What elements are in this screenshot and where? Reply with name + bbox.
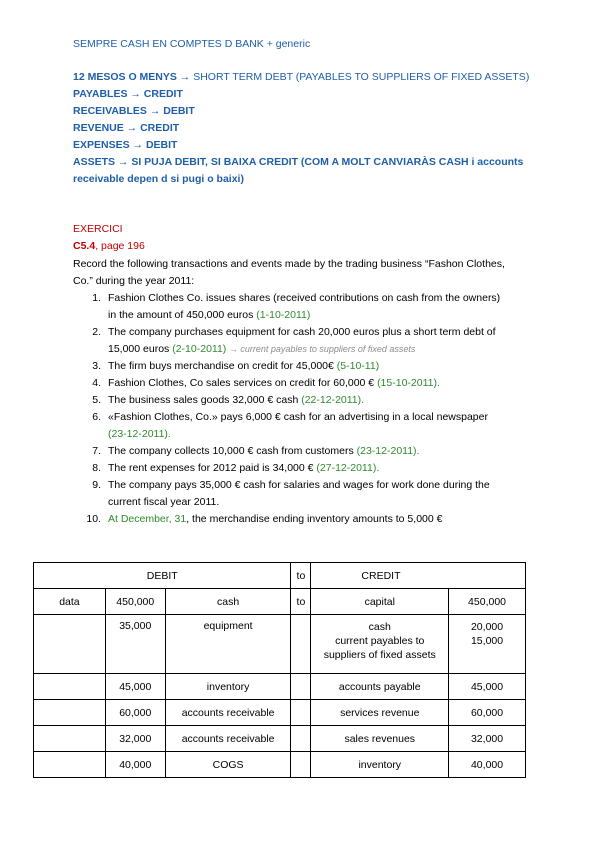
credit-account-cell: services revenue xyxy=(311,700,449,726)
debit-account-cell: COGS xyxy=(165,752,291,778)
exercise-heading: EXERCICI xyxy=(73,223,123,235)
list-item: 5. The business sales goods 32,000 € cash (22-12-2011). xyxy=(92,394,365,406)
credit-amount-cell: 60,000 xyxy=(449,700,526,726)
debit-amount-cell: 35,000 xyxy=(105,615,165,674)
debit-amount-cell: 32,000 xyxy=(105,726,165,752)
list-item: 9. The company pays 35,000 € cash for salaries and wages for work done during the current fiscal year 2011. xyxy=(92,479,490,508)
date-cell xyxy=(34,700,106,726)
date-cell: data xyxy=(34,589,106,615)
table-row xyxy=(34,726,526,752)
credit-header: CREDIT xyxy=(311,563,526,589)
task-list xyxy=(73,290,523,528)
date-cell xyxy=(34,726,106,752)
header-note: SEMPRE CASH EN COMPTES D BANK + generic xyxy=(73,38,311,50)
list-item: 8. The rent expenses for 2012 paid is 34,000 € (27-12-2011). xyxy=(92,462,380,474)
exercise-intro-line1: Record the following transactions and events made by the trading business “Fashon Clothes, xyxy=(73,258,505,270)
to-cell xyxy=(291,674,311,700)
list-item: 10. At December, 31, the merchandise ending inventory amounts to 5,000 € xyxy=(86,513,443,525)
debit-amount-cell: 450,000 xyxy=(105,589,165,615)
table-row xyxy=(34,589,526,615)
arrow-icon: → xyxy=(179,71,191,83)
rule-payables: PAYABLES → CREDIT xyxy=(73,88,183,100)
list-item: 4. Fashion Clothes, Co sales services on credit for 60,000 € (15-10-2011). xyxy=(92,377,440,389)
credit-account-cell: capital xyxy=(311,589,449,615)
debit-account-cell: accounts receivable xyxy=(165,700,291,726)
exercise-ref-code: C5.4 xyxy=(73,240,96,252)
to-cell xyxy=(291,726,311,752)
table-row xyxy=(34,615,526,674)
debit-amount-cell: 45,000 xyxy=(105,674,165,700)
date-cell xyxy=(34,674,106,700)
rule-expenses: EXPENSES → DEBIT xyxy=(73,139,178,151)
credit-account-cell: cash current payables to suppliers of fixed assets xyxy=(311,615,449,674)
debit-account-cell: equipment xyxy=(165,615,291,674)
to-cell: to xyxy=(291,589,311,615)
debit-account-cell: inventory xyxy=(165,674,291,700)
list-item: 2. The company purchases equipment for cash 20,000 euros plus a short term debt of 15,000 euros (2-10-2011) → current payables to suppliers of fixed assets xyxy=(92,326,496,355)
credit-account-cell: inventory xyxy=(311,752,449,778)
debit-header: DEBIT xyxy=(34,563,291,589)
to-cell xyxy=(291,700,311,726)
exercise-intro-line2: Co.” during the year 2011: xyxy=(73,275,195,287)
credit-amount-cell: 40,000 xyxy=(449,752,526,778)
to-cell xyxy=(291,615,311,674)
list-item: 7. The company collects 10,000 € cash from customers (23-12-2011). xyxy=(92,445,420,457)
date-cell xyxy=(34,752,106,778)
to-header: to xyxy=(291,563,311,589)
debit-amount-cell: 60,000 xyxy=(105,700,165,726)
table-row xyxy=(34,700,526,726)
rule-short-term xyxy=(73,71,529,84)
list-item: 6. «Fashion Clothes, Co.» pays 6,000 € cash for an advertising in a local newspaper (23-12-2011). xyxy=(92,411,488,440)
rule-assets-line1: ASSETS → SI PUJA DEBIT, SI BAIXA CREDIT (COM A MOLT CANVIARÀS CASH i accounts xyxy=(73,156,524,168)
credit-account-cell: sales revenues xyxy=(311,726,449,752)
debit-account-cell: accounts receivable xyxy=(165,726,291,752)
debit-account-cell: cash xyxy=(165,589,291,615)
credit-amount-cell: 450,000 xyxy=(449,589,526,615)
date-cell xyxy=(34,615,106,674)
list-item: 3. The firm buys merchandise on credit for 45,000€ (5-10-11) xyxy=(92,360,380,372)
credit-amount-cell: 45,000 xyxy=(449,674,526,700)
credit-account-cell: accounts payable xyxy=(311,674,449,700)
rule-revenue: REVENUE → CREDIT xyxy=(73,122,180,134)
debit-amount-cell: 40,000 xyxy=(105,752,165,778)
rule-receivables: RECEIVABLES → DEBIT xyxy=(73,105,195,117)
to-cell xyxy=(291,752,311,778)
credit-amount-cell: 32,000 xyxy=(449,726,526,752)
rule-assets-line2: receivable depen d si pugi o baixi) xyxy=(73,173,244,185)
rule-short-term-value: SHORT TERM DEBT (PAYABLES TO SUPPLIERS OF FIXED ASSETS) xyxy=(193,71,530,83)
table-header-row xyxy=(34,563,526,589)
journal-table xyxy=(33,562,526,778)
rule-short-term-label: 12 MESOS O MENYS xyxy=(73,71,177,83)
table-row xyxy=(34,674,526,700)
exercise-ref-page: , page 196 xyxy=(95,240,145,252)
exercise-reference xyxy=(73,240,145,253)
list-item: 1. Fashion Clothes Co. issues shares (received contributions on cash from the owners) in the amount of 450,000 euros (1-10-2011) xyxy=(92,292,501,321)
table-row xyxy=(34,752,526,778)
credit-amount-cell: 20,000 15,000 xyxy=(449,615,526,674)
